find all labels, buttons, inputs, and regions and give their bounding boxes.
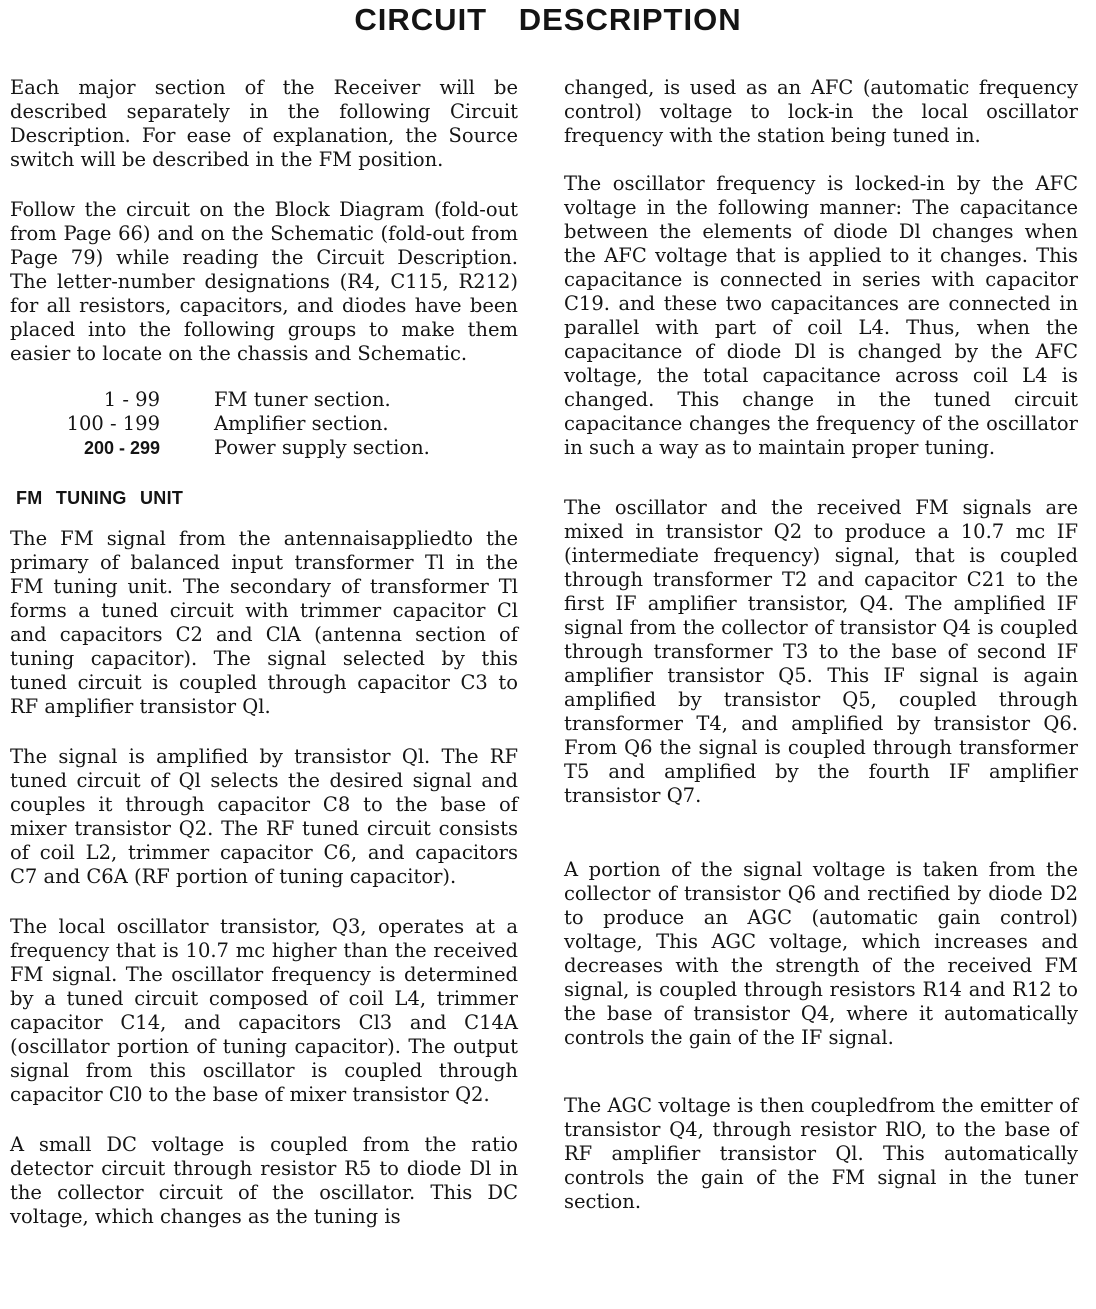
intro-paragraph: Each major section of the Receiver will be described separately in the following Circuit Description. For ease of explanation, the Source switch will be described in the FM position. [10, 76, 518, 171]
right-column [564, 76, 1078, 1214]
group-section: FM tuner section. [214, 388, 391, 411]
group-section: Power supply section. [214, 436, 430, 459]
group-row [10, 436, 518, 460]
agc-emitter-paragraph: The AGC voltage is then coupledfrom the emitter of transistor Q4, through resistor RlO, to the base of RF amplifier transistor Ql. This automatically controls the gain of the FM signal in the tuner section. [564, 1094, 1078, 1213]
page-title: CIRCUIT DESCRIPTION [354, 2, 742, 37]
group-row [10, 412, 518, 436]
rf-amplifier-paragraph: The signal is amplified by transistor Ql. The RF tuned circuit of Ql selects the desired signal and couples it through capacitor C8 to the base of mixer transistor Q2. The RF tuned circuit consists of coil L2, trimmer capacitor C6, and capacitors C7 and C6A (RF portion of tuning capacitor). [10, 745, 518, 888]
group-row [10, 388, 518, 412]
group-section: Amplifier section. [214, 412, 389, 435]
if-amplifier-paragraph: The oscillator and the received FM signals are mixed in transistor Q2 to produce a 10.7 mc IF (intermediate frequency) signal, that is coupled through transformer T2 and capacitor C21 to the first IF amplifier transistor, Q4. The amplified IF signal from the collector of transistor Q4 is coupled through transformer T3 to the base of second IF amplifier transistor Q5. This IF signal is again amplified by transistor Q5, coupled through transformer T4, and amplified by transistor Q6. From Q6 the signal is coupled through transformer T5 and amplified by the fourth IF amplifier transistor Q7. [564, 496, 1078, 807]
afc-lock-paragraph: The oscillator frequency is locked-in by the AFC voltage in the following manner: The capacitance between the elements of diode Dl changes when the AFC voltage that is applied to it changes. This capacitance is connected in series with capacitor C19. and these two capacitances are connected in parallel with part of coil L4. Thus, when the capacitance of diode Dl is changed by the AFC voltage, the total capacitance across coil L4 is changed. This change in the tuned circuit capacitance changes the frequency of the oscillator in such a way as to maintain proper tuning. [564, 172, 1078, 459]
section-heading: FM TUNING UNIT [16, 488, 184, 508]
afc-continuation-paragraph: changed, is used as an AFC (automatic frequency control) voltage to lock-in the local oscillator frequency with the station being tuned in. [564, 76, 1078, 147]
group-range: 200 - 299 [83, 438, 160, 458]
group-range: 100 - 199 [66, 412, 160, 435]
local-oscillator-paragraph: The local oscillator transistor, Q3, operates at a frequency that is 10.7 mc higher than the received FM signal. The oscillator frequency is determined by a tuned circuit composed of coil L4, trimmer capacitor C14, and capacitors Cl3 and C14A (oscillator portion of tuning capacitor). The output signal from this oscillator is coupled through capacitor Cl0 to the base of mixer transistor Q2. [10, 915, 518, 1106]
group-range: 1 - 99 [103, 388, 160, 411]
dc-voltage-paragraph: A small DC voltage is coupled from the ratio detector circuit through resistor R5 to diode Dl in the collector circuit of the oscillator. This DC voltage, which changes as the tuning is [10, 1133, 518, 1228]
agc-paragraph: A portion of the signal voltage is taken from the collector of transistor Q6 and rectified by diode D2 to produce an AGC (automatic gain control) voltage, This AGC voltage, which increases and decreases with the strength of the received FM signal, is coupled through resistors R14 and R12 to the base of transistor Q4, where it automatically controls the gain of the IF signal. [564, 858, 1078, 1049]
left-column [10, 76, 518, 1229]
designation-groups [10, 388, 518, 460]
designation-paragraph: Follow the circuit on the Block Diagram (fold-out from Page 66) and on the Schematic (fold-out from Page 79) while reading the Circuit Description. The letter-number designations (R4, C115, R212) for all resistors, capacitors, and diodes have been placed into the following groups to make them easier to locate on the chassis and Schematic. [10, 198, 518, 365]
fm-signal-paragraph: The FM signal from the antennaisappliedto the primary of balanced input transformer Tl in the FM tuning unit. The secondary of transformer Tl forms a tuned circuit with trimmer capacitor Cl and capacitors C2 and ClA (antenna section of tuning capacitor). The signal selected by this tuned circuit is coupled through capacitor C3 to RF amplifier transistor Ql. [10, 527, 518, 718]
